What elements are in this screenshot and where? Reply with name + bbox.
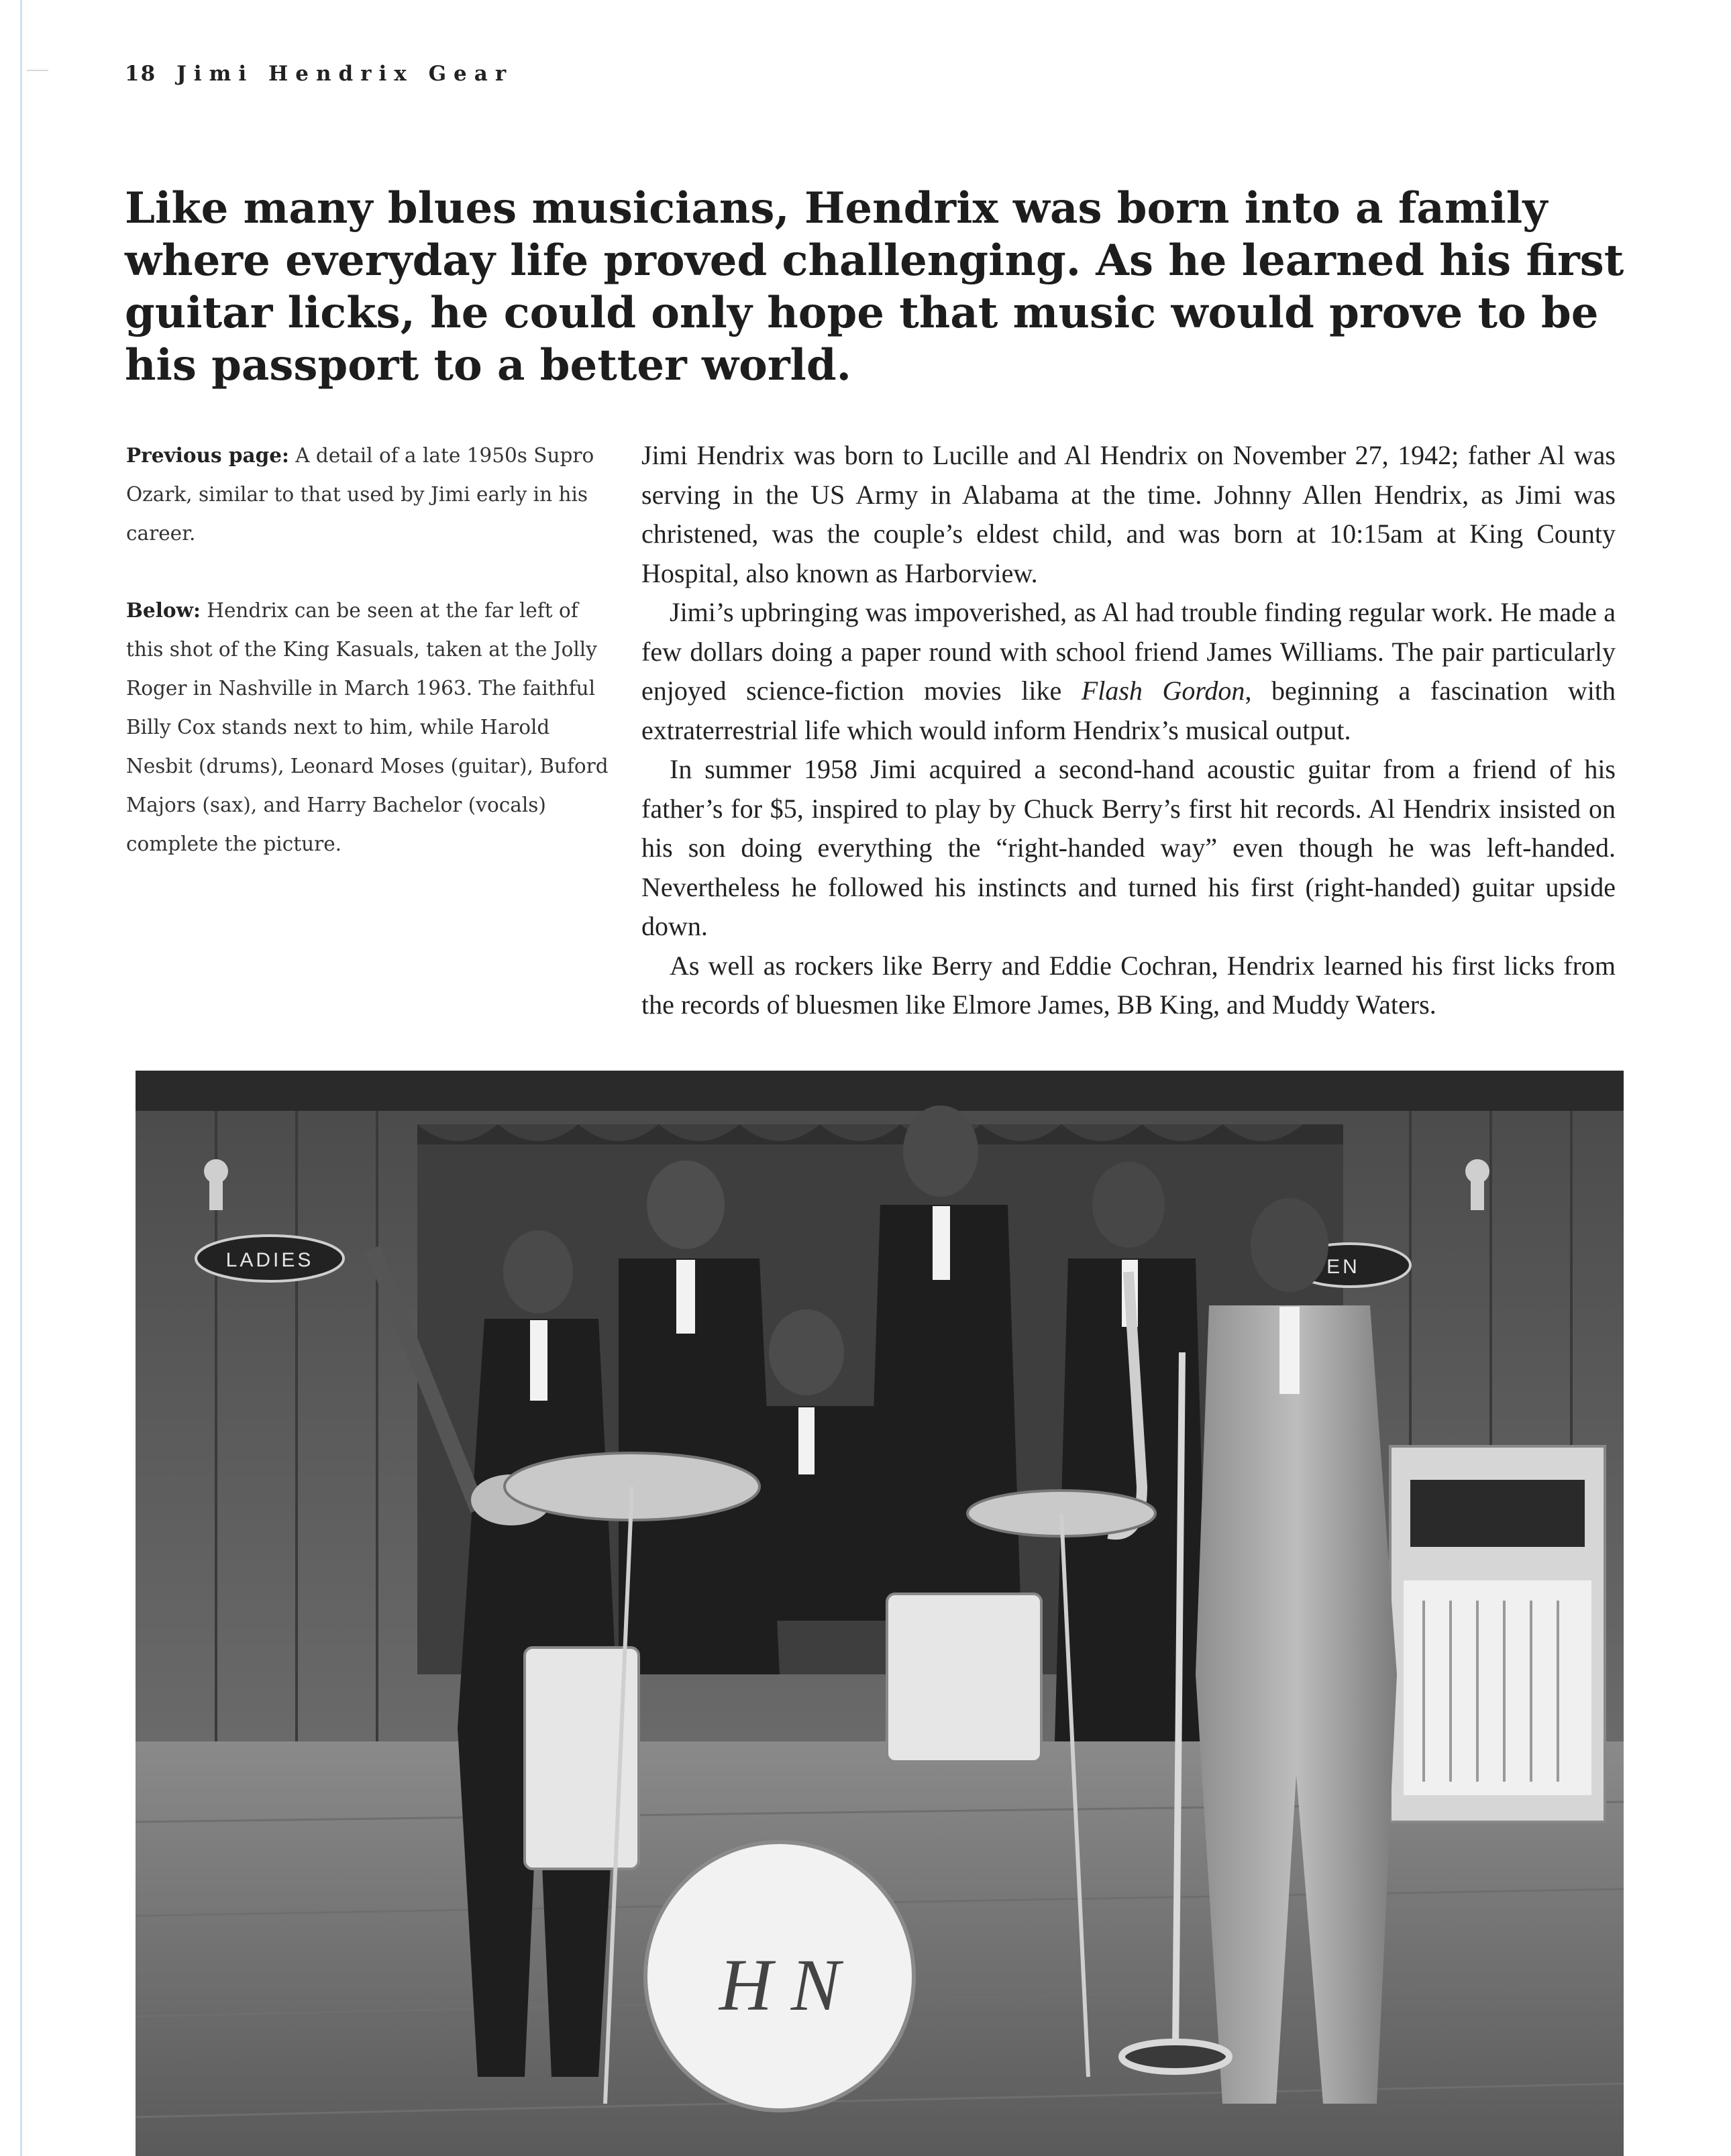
body-column	[641, 436, 1616, 1025]
caption-previous-page	[126, 436, 609, 553]
caption-lead: Below:	[126, 598, 201, 622]
caption-below	[126, 591, 609, 863]
caption-lead: Previous page:	[126, 443, 289, 467]
caption-text: Hendrix can be seen at the far left of this shot of the King Kasuals, taken at the Jolly Roger in Nashville in March 1963. The faithful Billy Cox stands next to him, while Harold Nesbit (drums), Leonard Moses (guitar), Buford Majors (sax), and Harry Bachelor (vocals) complete the picture.	[126, 599, 609, 855]
ladies-sign-text: LADIES	[225, 1249, 314, 1271]
book-title: Jimi Hendrix Gear	[176, 62, 514, 86]
page-number: 18	[125, 62, 157, 86]
band-photograph	[136, 1071, 1624, 2156]
drum-monogram: H N	[719, 1944, 841, 2026]
caption-text: A detail of a late 1950s Supro Ozark, similar to that used by Jimi early in his career.	[126, 444, 594, 545]
caption-column	[126, 436, 609, 902]
body-paragraph-4: As well as rockers like Berry and Eddie Cochran, Hendrix learned his first licks from the records of bluesmen like Elmore James, BB King, and Muddy Waters.	[641, 950, 1616, 1020]
running-head	[125, 62, 513, 86]
page-headline: Like many blues musicians, Hendrix was born into a family where everyday life proved challenging. As he learned his first guitar licks, he could only hope that music would prove to be his passport to a better world.	[125, 183, 1624, 390]
page-edge-rule	[20, 0, 22, 2156]
ladies-sign	[196, 1236, 344, 1281]
movie-title: Flash Gordon	[1081, 676, 1245, 706]
body-paragraph-3: In summer 1958 Jimi acquired a second-hand acoustic guitar from a friend of his father’s for $5, inspired to play by Chuck Berry’s first hit records. Al Hendrix insisted on his son doing everything the “right-handed way” even though he was left-handed. Nevertheless he followed his instincts and turned his first (right-handed) guitar upside down.	[641, 754, 1616, 941]
page-edge-mark	[27, 70, 48, 71]
jukebox	[1390, 1446, 1605, 1822]
body-paragraph-2: Jimi’s upbringing was impoverished, as Al had trouble finding regular work. He made a few dollars doing a paper round with school friend James Williams. The pair particularly enjoyed science-fiction movies like Flash Gordon, beginning a fascination with extraterrestrial life which would inform Hendrix’s musical output.	[641, 597, 1616, 745]
body-paragraph-1: Jimi Hendrix was born to Lucille and Al Hendrix on November 27, 1942; father Al was serving in the US Army in Alabama at the time. Johnny Allen Hendrix, as Jimi was christened, was the couple’s eldest child, and was born at 10:15am at King County Hospital, also known as Harborview.	[641, 440, 1616, 588]
ceiling-strip	[136, 1071, 1624, 1111]
men-sign-text: EN	[1326, 1256, 1360, 1278]
